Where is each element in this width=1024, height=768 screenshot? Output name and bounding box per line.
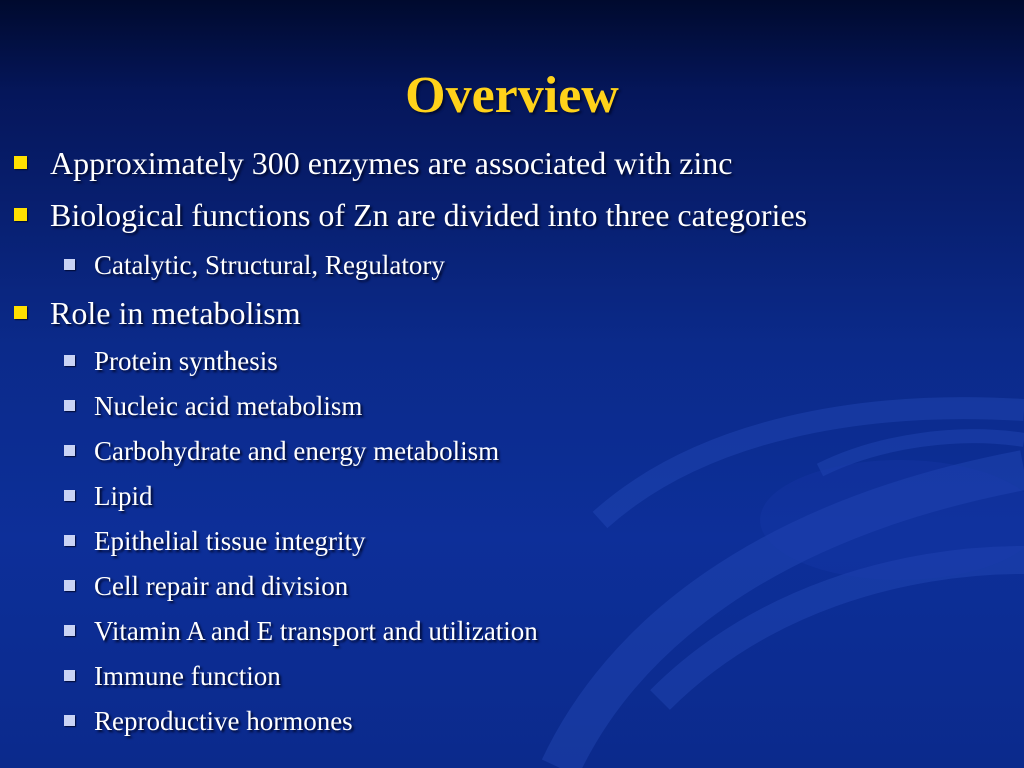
bullet-text: Lipid <box>94 481 153 511</box>
square-bullet-icon <box>64 259 75 270</box>
bullet-text: Cell repair and division <box>94 571 349 601</box>
bullet-text: Immune function <box>94 661 281 691</box>
square-bullet-icon <box>14 156 27 169</box>
square-bullet-icon <box>64 445 75 456</box>
square-bullet-icon <box>64 715 75 726</box>
square-bullet-icon <box>64 625 75 636</box>
square-bullet-icon <box>14 208 27 221</box>
square-bullet-icon <box>64 355 75 366</box>
bullet-text: Epithelial tissue integrity <box>94 526 366 556</box>
bullet-text: Protein synthesis <box>94 346 278 376</box>
slide-title: Overview <box>405 67 619 124</box>
bullet-text: Biological functions of Zn are divided into three categories <box>50 197 808 233</box>
bullet-text: Reproductive hormones <box>94 706 353 736</box>
square-bullet-icon <box>64 670 75 681</box>
bullet-text: Carbohydrate and energy metabolism <box>94 436 500 466</box>
bullet-text: Vitamin A and E transport and utilization <box>94 616 538 646</box>
square-bullet-icon <box>64 535 75 546</box>
bullet-text: Catalytic, Structural, Regulatory <box>94 250 445 280</box>
square-bullet-icon <box>64 580 75 591</box>
bullet-text: Role in metabolism <box>50 295 301 331</box>
bullet-text: Nucleic acid metabolism <box>94 391 363 421</box>
square-bullet-icon <box>14 306 27 319</box>
bullet-text: Approximately 300 enzymes are associated with zinc <box>50 145 733 181</box>
square-bullet-icon <box>64 490 75 501</box>
square-bullet-icon <box>64 400 75 411</box>
